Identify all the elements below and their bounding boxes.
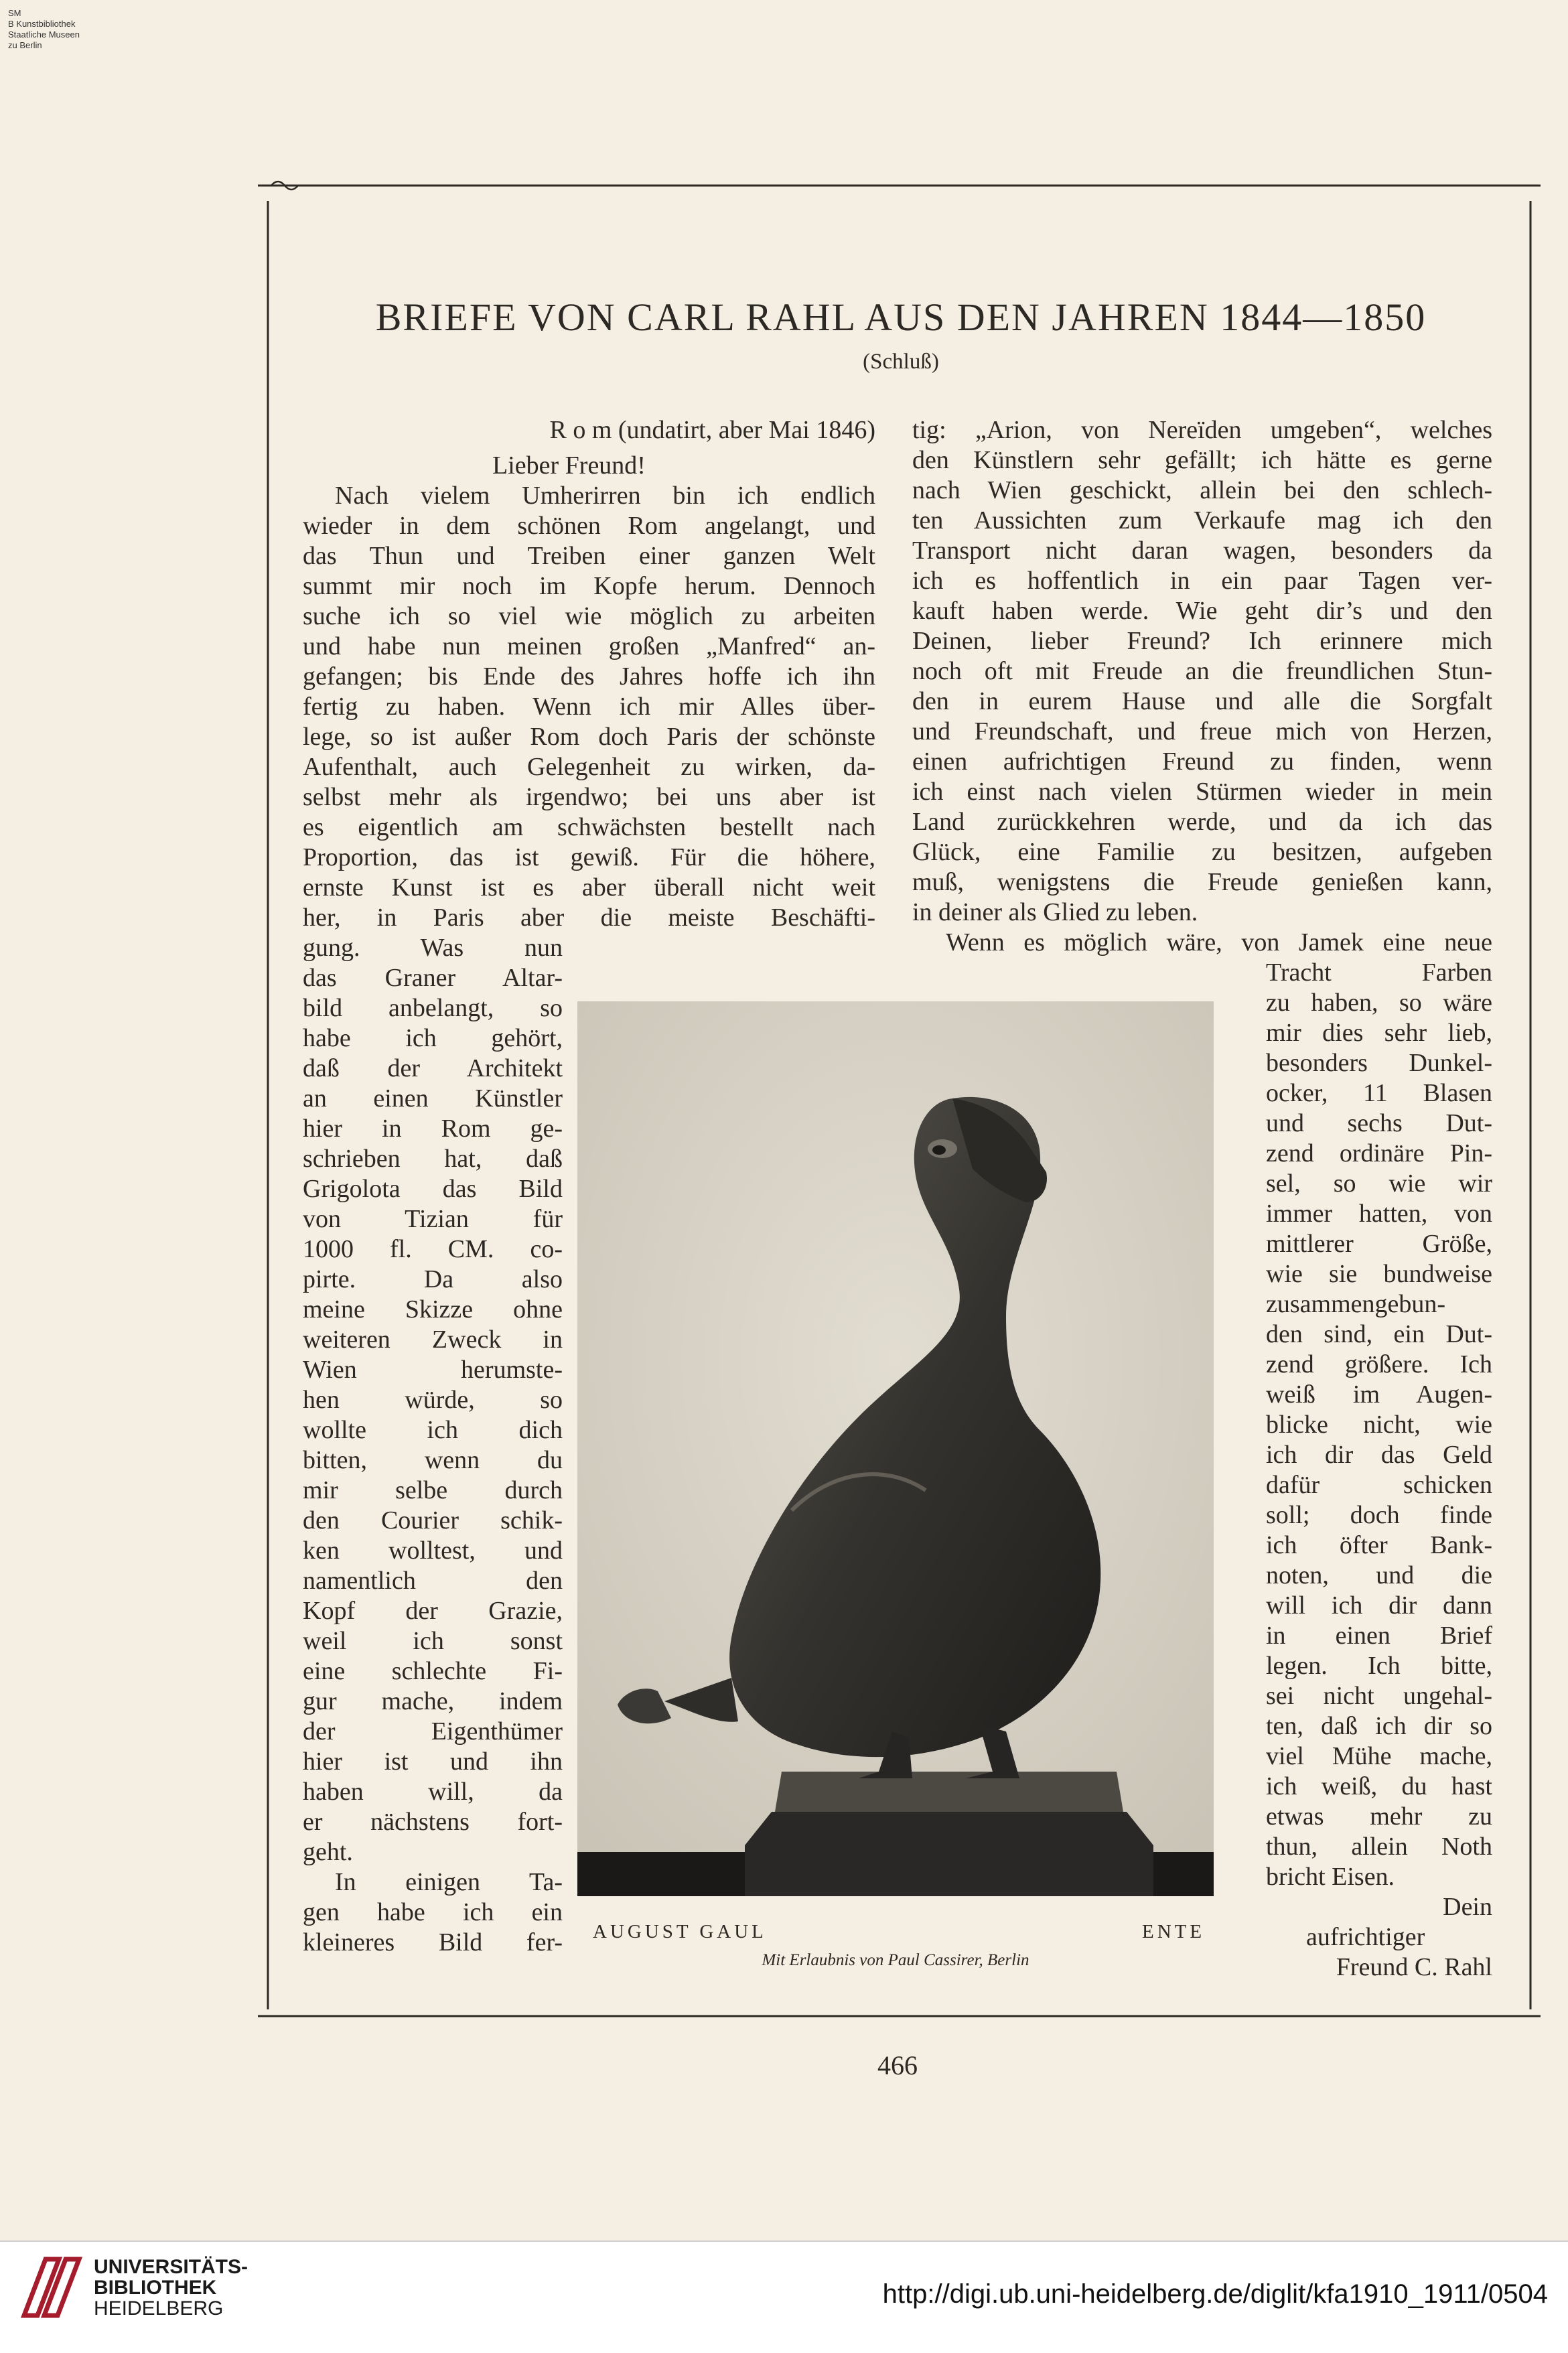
- text-line: hen würde, so: [303, 1386, 563, 1414]
- text-line: Grigolota das Bild: [303, 1175, 563, 1203]
- text-line: nach Wien geschickt, allein bei den schlech-: [912, 476, 1492, 504]
- text-line: ich weiß, du hast: [1266, 1772, 1492, 1800]
- text-line: ernste Kunst ist es aber überall nicht weit: [303, 873, 875, 902]
- text-line: sei nicht ungehal-: [1266, 1682, 1492, 1710]
- text-line: etwas mehr zu: [1266, 1802, 1492, 1831]
- text-line: bild anbelangt, so: [303, 994, 563, 1022]
- text-line: ich öfter Bank-: [1266, 1531, 1492, 1559]
- text-line: gur mache, indem: [303, 1687, 563, 1715]
- text-line: wollte ich dich: [303, 1416, 563, 1444]
- text-line: kleineres Bild fer-: [303, 1928, 563, 1956]
- stamp-line: B Kunstbibliothek: [8, 19, 76, 29]
- text-line: Dein: [1443, 1893, 1492, 1921]
- text-line: viel Mühe mache,: [1266, 1742, 1492, 1770]
- text-line: ken wolltest, und: [303, 1537, 563, 1565]
- text-line: Wien herumste-: [303, 1356, 563, 1384]
- text-line: Aufenthalt, auch Gelegenheit zu wirken, da-: [303, 753, 875, 781]
- text-line: her, in Paris aber die meiste Beschäfti-: [303, 904, 875, 932]
- text-line: Nach vielem Umherirren bin ich endlich: [335, 482, 875, 510]
- duck-sculpture-photo: [577, 1001, 1214, 1896]
- text-line: weil ich sonst: [303, 1627, 563, 1655]
- university-library-logo-text: [94, 2257, 248, 2319]
- text-line: meine Skizze ohne: [303, 1295, 563, 1324]
- text-line: Wenn es möglich wäre, von Jamek eine neue: [946, 928, 1492, 956]
- text-line: kauft haben werde. Wie geht dir’s und den: [912, 597, 1492, 625]
- text-line: blicke nicht, wie: [1266, 1411, 1492, 1439]
- text-line: R o m (undatirt, aber Mai 1846): [549, 416, 875, 444]
- text-line: der Eigenthümer: [303, 1717, 563, 1745]
- text-line: dafür schicken: [1266, 1471, 1492, 1499]
- text-line: mir dies sehr lieb,: [1266, 1019, 1492, 1047]
- text-line: Freund C. Rahl: [1336, 1953, 1492, 1981]
- stamp-line: zu Berlin: [8, 40, 42, 50]
- text-line: summt mir noch im Kopfe herum. Dennoch: [303, 572, 875, 600]
- text-line: er nächstens fort-: [303, 1808, 563, 1836]
- text-line: Lieber Freund!: [492, 451, 646, 480]
- text-line: In einigen Ta-: [335, 1868, 563, 1896]
- text-line: das Graner Altar-: [303, 964, 563, 992]
- text-line: an einen Künstler: [303, 1084, 563, 1113]
- text-line: weiß im Augen-: [1266, 1380, 1492, 1409]
- text-line: ich es hoffentlich in ein paar Tagen ver-: [912, 567, 1492, 595]
- library-stamp: [8, 8, 80, 51]
- text-line: hier ist und ihn: [303, 1748, 563, 1776]
- logo-line: UNIVERSITÄTS-: [94, 2256, 248, 2278]
- ornament-border-top: [258, 175, 1541, 196]
- text-line: und sechs Dut-: [1266, 1109, 1492, 1137]
- ornament-border-left: [258, 201, 278, 2009]
- text-line: haben will, da: [303, 1778, 563, 1806]
- text-line: schrieben hat, daß: [303, 1145, 563, 1173]
- text-line: noten, und die: [1266, 1561, 1492, 1589]
- text-line: den sind, ein Dut-: [1266, 1320, 1492, 1348]
- logo-line: BIBLIOTHEK: [94, 2277, 217, 2299]
- text-line: den Künstlern sehr gefällt; ich hätte es gerne: [912, 446, 1492, 474]
- stamp-line: Staatliche Museen: [8, 29, 80, 40]
- text-line: namentlich den: [303, 1567, 563, 1595]
- text-line: den in eurem Hause und alle die Sorgfalt: [912, 687, 1492, 715]
- text-line: gung. Was nun: [303, 934, 563, 962]
- text-line: Transport nicht daran wagen, besonders da: [912, 537, 1492, 565]
- text-line: den Courier schik-: [303, 1506, 563, 1535]
- text-line: selbst mehr als irgendwo; bei uns aber ist: [303, 783, 875, 811]
- text-line: von Tizian für: [303, 1205, 563, 1233]
- figure-caption-title: ENTE: [1142, 1921, 1206, 1942]
- text-line: es eigentlich am schwächsten bestellt nach: [303, 813, 875, 841]
- text-line: zu haben, so wäre: [1266, 989, 1492, 1017]
- text-line: und Freundschaft, und freue mich von Herzen,: [912, 717, 1492, 745]
- text-line: eine schlechte Fi-: [303, 1657, 563, 1685]
- text-line: legen. Ich bitte,: [1266, 1652, 1492, 1680]
- text-line: tig: „Arion, von Nereïden umgeben“, welches: [912, 416, 1492, 444]
- text-line: Glück, eine Familie zu besitzen, aufgeben: [912, 838, 1492, 866]
- figure-caption-artist: AUGUST GAUL: [593, 1921, 767, 1942]
- text-line: Kopf der Grazie,: [303, 1597, 563, 1625]
- text-line: in deiner als Glied zu leben.: [912, 898, 1198, 926]
- text-line: besonders Dunkel-: [1266, 1049, 1492, 1077]
- text-line: das Thun und Treiben einer ganzen Welt: [303, 542, 875, 570]
- viewer-footer: [0, 2240, 1568, 2353]
- text-line: geht.: [303, 1838, 353, 1866]
- text-line: ich dir das Geld: [1266, 1441, 1492, 1469]
- text-line: Land zurückkehren werde, und da ich das: [912, 808, 1492, 836]
- text-line: ten Aussichten zum Verkaufe mag ich den: [912, 506, 1492, 534]
- text-line: gefangen; bis Ende des Jahres hoffe ich ihn: [303, 662, 875, 691]
- text-line: wie sie bundweise: [1266, 1260, 1492, 1288]
- text-line: daß der Architekt: [303, 1054, 563, 1082]
- text-line: zend größere. Ich: [1266, 1350, 1492, 1378]
- text-line: zend ordinäre Pin-: [1266, 1139, 1492, 1167]
- text-line: sel, so wie wir: [1266, 1169, 1492, 1198]
- source-url[interactable]: http://digi.ub.uni-heidelberg.de/diglit/kfa1910_1911/0504: [882, 2279, 1548, 2309]
- text-line: noch oft mit Freude an die freundlichen Stun-: [912, 657, 1492, 685]
- text-line: wieder in dem schönen Rom angelangt, und: [303, 512, 875, 540]
- logo-line: HEIDELBERG: [94, 2297, 224, 2320]
- text-line: habe ich gehört,: [303, 1024, 563, 1052]
- ornament-border-right: [1520, 201, 1541, 2009]
- article-subtitle: (Schluß): [863, 350, 939, 374]
- text-line: ten, daß ich dir so: [1266, 1712, 1492, 1740]
- text-line: mir selbe durch: [303, 1476, 563, 1504]
- text-line: will ich dir dann: [1266, 1591, 1492, 1620]
- text-line: Proportion, das ist gewiß. Für die höhere,: [303, 843, 875, 871]
- text-line: soll; doch finde: [1266, 1501, 1492, 1529]
- figure-credit-note: Mit Erlaubnis von Paul Cassirer, Berlin: [762, 1951, 1029, 1969]
- text-line: muß, wenigstens die Freude genießen kann,: [912, 868, 1492, 896]
- text-line: ocker, 11 Blasen: [1266, 1079, 1492, 1107]
- text-line: in einen Brief: [1266, 1622, 1492, 1650]
- text-line: und habe nun meinen großen „Manfred“ an-: [303, 632, 875, 660]
- text-line: bricht Eisen.: [1266, 1863, 1395, 1891]
- text-line: bitten, wenn du: [303, 1446, 563, 1474]
- text-line: einen aufrichtigen Freund zu finden, wenn: [912, 747, 1492, 776]
- text-line: 1000 fl. CM. co-: [303, 1235, 563, 1263]
- text-line: weiteren Zweck in: [303, 1326, 563, 1354]
- stamp-line: SM: [8, 8, 21, 18]
- text-line: pirte. Da also: [303, 1265, 563, 1293]
- text-line: aufrichtiger: [1306, 1923, 1425, 1951]
- text-line: gen habe ich ein: [303, 1898, 563, 1926]
- article-title: BRIEFE VON CARL RAHL AUS DEN JAHREN 1844—1850: [375, 295, 1427, 339]
- text-line: ich einst nach vielen Stürmen wieder in mein: [912, 778, 1492, 806]
- text-line: lege, so ist außer Rom doch Paris der schönste: [303, 723, 875, 751]
- text-line: Tracht Farben: [1266, 958, 1492, 987]
- ornament-border-bottom: [258, 2006, 1541, 2026]
- text-line: immer hatten, von: [1266, 1200, 1492, 1228]
- text-line: thun, allein Noth: [1266, 1833, 1492, 1861]
- text-line: suche ich so viel wie möglich zu arbeiten: [303, 602, 875, 630]
- text-line: Deinen, lieber Freund? Ich erinnere mich: [912, 627, 1492, 655]
- page-number: 466: [877, 2050, 918, 2080]
- duck-sculpture-image: [577, 1001, 1214, 1896]
- text-line: zusammengebun-: [1266, 1290, 1446, 1318]
- text-line: hier in Rom ge-: [303, 1115, 563, 1143]
- text-line: mittlerer Größe,: [1266, 1230, 1492, 1258]
- text-line: fertig zu haben. Wenn ich mir Alles über-: [303, 693, 875, 721]
- university-library-logo-icon: [19, 2254, 83, 2321]
